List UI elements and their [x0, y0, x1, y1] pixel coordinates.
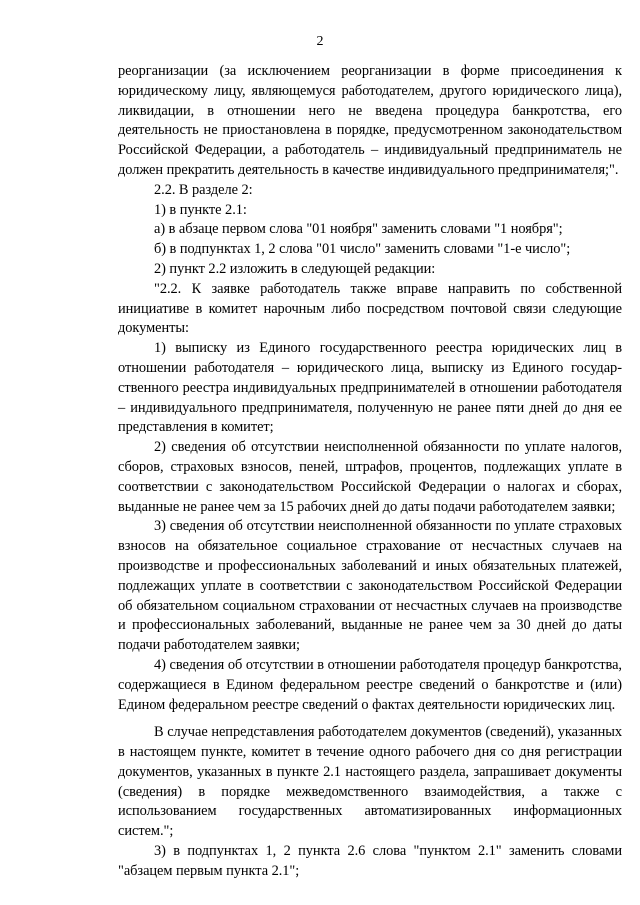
paragraph-2: 2.2. В разделе 2:: [154, 181, 253, 198]
paragraph-12: В случае непредставления работодателем документов (сведений), указанных в настоящем пункте, комитет в течение одного рабочего дня со дня регистрации документов, указанных в пункте 2.1 настоящего раздела, запрашивает документы (сведения) в порядке межведомственного взаимодействия, а также с использованием государственных автоматизированных информационных систем.";: [118, 724, 622, 840]
paragraph-3: 1) в пункте 2.1:: [154, 201, 247, 218]
paragraph-8: 1) выписку из Единого государственного реестра юридических лиц в отношении работодателя – юридического лица, выписку из Единого государственного реестра индивидуальных предпринимателей в отношении работодателя – индивидуального предпринимателя, полученную не ранее пяти дней до дня ее представления в комитет;: [118, 340, 622, 436]
document-body: [118, 62, 622, 882]
paragraph-7: "2.2. К заявке работодатель также вправе направить по собственной инициативе в комитет нарочным либо посредством почтовой связи следующие документы:: [118, 280, 622, 337]
paragraph-6: 2) пункт 2.2 изложить в следующей редакции:: [154, 260, 436, 277]
paragraph-13: 3) в подпунктах 1, 2 пункта 2.6 слова "пунктом 2.1" заменить словами "абзацем первым пункта 2.1";: [118, 843, 622, 879]
paragraph-9: 2) сведения об отсутствии неисполненной обязанности по уплате налогов, сборов, страховых взносов, пеней, штрафов, процентов, подлежащих уплате в соответствии с законодательством Российской Федерации о налогах и сборах, выданные не ранее чем за 15 рабочих дней до даты подачи работодателем заявки;: [118, 439, 622, 515]
paragraph-10: 3) сведения об отсутствии неисполненной обязанности по уплате страховых взносов на обязательное социальное страхование от несчастных случаев на производстве и профессиональных заболеваний и иных обязательных платежей, подлежащих уплате в соответствии с законодательством Российской Федерации об обязательном социальном страховании от несчастных случаев на производстве и профессиональных заболеваний, выданные не ранее чем за 30 дней до даты подачи работодателем заявки;: [118, 518, 622, 654]
page-number: 2: [316, 34, 324, 49]
paragraph-4: а) в абзаце первом слова "01 ноября" заменить словами "1 ноября";: [154, 221, 563, 238]
paragraph-5: б) в подпунктах 1, 2 слова "01 число" заменить словами "1-е число";: [154, 241, 571, 258]
paragraph-11: 4) сведения об отсутствии в отношении работодателя процедур банкротства, содержащиеся в Едином федеральном реестре сведений о банкротстве и (или) Едином федеральном реестре сведений о фактах деятельности юридических лиц.: [118, 656, 622, 713]
paragraph-1: реорганизации (за исключением реорганизации в форме присоединения к юридическому лицу, являющемуся работодателем, другого юридического лица), ликвидации, в отношении него не введена процедура банкротства, его деятельность не приостановлена в порядке, предусмотренном законодательством Российской Федерации, а работодатель – индивидуальный предприниматель не должен прекратить деятельность в качестве индивидуального предпринимателя;".: [118, 63, 622, 178]
